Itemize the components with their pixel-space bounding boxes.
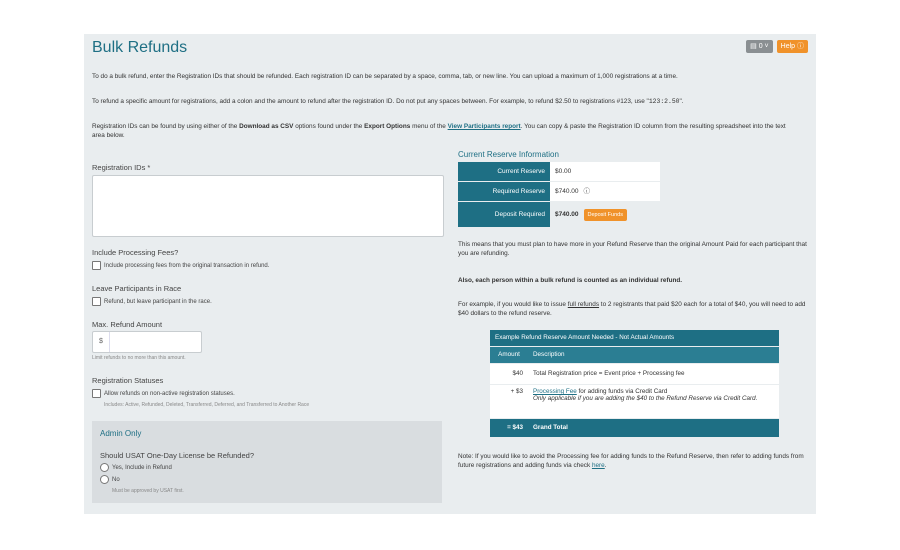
reserve-info-2: Also, each person within a bulk refund is counted as an individual refund. (458, 277, 683, 284)
example-table-title: Example Refund Reserve Amount Needed - Not Actual Amounts (490, 330, 779, 346)
reserve-row-required: Required Reserve $740.00 ⓘ (458, 182, 660, 202)
bulk-refunds-panel (84, 34, 816, 514)
max-refund-input[interactable] (92, 331, 202, 353)
example-header-row: Amount Description (490, 346, 779, 363)
radio-yes[interactable] (100, 463, 109, 472)
registration-ids-textarea[interactable] (92, 175, 444, 237)
processing-fee-link[interactable]: Processing Fee (533, 388, 577, 395)
reserve-table (458, 162, 660, 228)
example-row-total-price: $40 Total Registration price = Event price + Processing fee (490, 363, 779, 384)
list-icon: ▤ (750, 43, 757, 50)
intro-paragraph-3: Registration IDs can be found by using either of the Download as CSV options found under the Export Options menu of the View Participants report. You can copy & paste the Registration ID column from the resulting spreadsheet into the text area below. (92, 123, 786, 139)
statuses-help: Includes: Active, Refunded, Deleted, Transferred, Deferred, and Transferred to Another Race (104, 402, 310, 408)
reserve-info-3: For example, if you would like to issue full refunds to 2 registrants that paid $20 each for a total of $40, you will need to add $40 dollars to the refund reserve. (458, 301, 806, 317)
reserve-row-current: Current Reserve $0.00 (458, 162, 660, 182)
page-title: Bulk Refunds (92, 39, 188, 56)
processing-fees-checkbox[interactable] (92, 261, 101, 270)
processing-fee-note: Note: If you would like to avoid the Processing fee for adding funds to the Refund Reserve, then refer to adding funds from future registrations and adding funds via check here. (458, 453, 804, 469)
question-icon: ⓘ (797, 43, 804, 50)
reserve-info-title: Current Reserve Information (458, 150, 559, 159)
statuses-checkbox[interactable] (92, 389, 101, 398)
admin-only-title: Admin Only (100, 429, 142, 438)
info-icon[interactable]: ⓘ (583, 187, 590, 195)
processing-fees-label: Include Processing Fees? (92, 248, 179, 257)
max-refund-label: Max. Refund Amount (92, 320, 163, 329)
registration-statuses-label: Registration Statuses (92, 376, 164, 385)
help-button[interactable]: Help ⓘ (777, 40, 808, 53)
leave-participants-checkbox[interactable] (92, 297, 101, 306)
reserve-info-1: This means that you must plan to have more in your Refund Reserve than the original Amount Paid for each participant that you are refunding. (458, 241, 807, 257)
reserve-row-deposit: Deposit Required $740.00 Deposit Funds (458, 202, 660, 228)
example-row-grand-total: = $43 Grand Total (490, 418, 779, 437)
radio-no-row[interactable]: No (100, 475, 120, 484)
radio-yes-row[interactable]: Yes, Include in Refund (100, 463, 172, 472)
processing-fees-checkbox-row[interactable]: Include processing fees from the original transaction in refund. (92, 261, 269, 270)
here-link[interactable]: here (591, 462, 605, 469)
intro-paragraph-2: To refund a specific amount for registrations, add a colon and the amount to refund after the registration ID. Do not put any spaces between. For example, to refund $2.50 to registrations #123, use "123:2.50". (92, 98, 684, 105)
usat-approval-note: Must be approved by USAT first. (112, 488, 184, 494)
usat-license-question: Should USAT One-Day License be Refunded? (100, 451, 254, 460)
registration-ids-label: Registration IDs * (92, 163, 151, 172)
intro-paragraph-1: To do a bulk refund, enter the Registration IDs that should be refunded. Each registration ID can be separated by a space, comma, tab, or new line. You can upload a maximum of 1,000 registrations at a time. (92, 73, 678, 80)
example-row-processing-fee: + $3 Processing Fee for adding funds via Credit Card Only applicable if you are adding the $40 to the Refund Reserve via Credit Card. (490, 384, 779, 418)
radio-no[interactable] (100, 475, 109, 484)
options-menu-button[interactable]: ▤ 0 ˅ (746, 40, 773, 53)
deposit-funds-button[interactable]: Deposit Funds (584, 209, 627, 221)
currency-symbol: $ (99, 338, 103, 345)
example-table (490, 330, 779, 437)
admin-only-section (92, 421, 442, 503)
chevron-down-icon: ˅ (764, 43, 769, 50)
view-participants-link[interactable]: View Participants report (447, 123, 521, 130)
leave-participants-checkbox-row[interactable]: Refund, but leave participant in the race. (92, 297, 212, 306)
statuses-checkbox-row[interactable]: Allow refunds on non-active registration statuses. (92, 389, 235, 398)
leave-participants-label: Leave Participants in Race (92, 284, 182, 293)
max-refund-help: Limit refunds to no more than this amount. (92, 355, 186, 361)
